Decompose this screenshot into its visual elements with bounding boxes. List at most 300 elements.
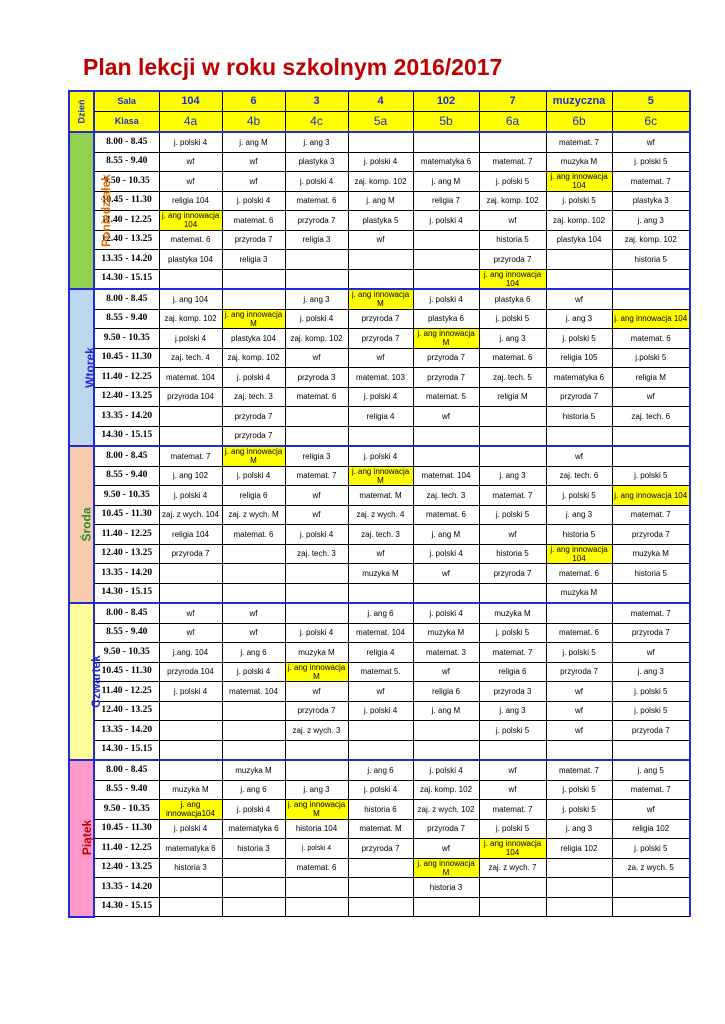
lesson-cell: j. polski 4 xyxy=(159,132,222,152)
lesson-cell: matemat. 7 xyxy=(546,760,612,780)
time-slot: 9.50 - 10.35 xyxy=(94,800,159,820)
lesson-cell: j. polski 5 xyxy=(479,623,546,643)
lesson-cell: plastyka 104 xyxy=(222,329,285,349)
lesson-cell: wf xyxy=(413,407,479,427)
lesson-row xyxy=(69,583,690,603)
lesson-cell xyxy=(159,740,222,760)
lesson-cell: przyroda 7 xyxy=(285,701,348,721)
lesson-row xyxy=(69,564,690,584)
lesson-cell: j. polski 4 xyxy=(413,211,479,231)
lesson-cell: matemat. 7 xyxy=(546,132,612,152)
lesson-cell: j. ang innowacja 104 xyxy=(159,211,222,231)
time-slot: 14.30 - 15.15 xyxy=(94,583,159,603)
day-header-label: Dzień xyxy=(76,99,87,124)
lesson-cell: j. ang M xyxy=(413,701,479,721)
lesson-cell: zaj. komp. 102 xyxy=(348,172,413,192)
lesson-cell: wf xyxy=(159,152,222,172)
lesson-cell: j. ang innowacja M xyxy=(348,466,413,486)
lesson-cell: przyroda 104 xyxy=(159,662,222,682)
lesson-cell: muzyka M xyxy=(159,780,222,800)
lesson-cell: j. polski 5 xyxy=(546,780,612,800)
lesson-row xyxy=(69,603,690,623)
lesson-cell: j. polski 4 xyxy=(222,368,285,388)
lesson-cell: matemat. 3 xyxy=(413,643,479,663)
lesson-cell: plastyka 6 xyxy=(479,289,546,309)
lesson-cell: wf xyxy=(159,603,222,623)
lesson-row xyxy=(69,230,690,250)
lesson-cell: historia 5 xyxy=(546,407,612,427)
lesson-cell: j. ang 102 xyxy=(159,466,222,486)
lesson-cell xyxy=(285,760,348,780)
lesson-cell: matemat. 6 xyxy=(285,387,348,407)
lesson-cell: wf xyxy=(222,623,285,643)
lesson-cell: j. polski 5 xyxy=(612,152,690,172)
lesson-cell: przyroda 3 xyxy=(285,368,348,388)
lesson-cell: matemat. 6 xyxy=(413,505,479,525)
time-slot: 10.45 - 11.30 xyxy=(94,819,159,839)
lesson-cell: j. ang 3 xyxy=(546,505,612,525)
lesson-cell: historia 5 xyxy=(546,525,612,545)
lesson-cell: wf xyxy=(222,603,285,623)
lesson-cell xyxy=(159,269,222,289)
lesson-cell: matemat. 104 xyxy=(348,623,413,643)
lesson-cell: matemat. 7 xyxy=(285,466,348,486)
lesson-cell: j. ang M xyxy=(348,191,413,211)
lesson-cell: j. ang 6 xyxy=(222,780,285,800)
lesson-cell: historia 6 xyxy=(348,800,413,820)
lesson-cell: j.ang. 104 xyxy=(159,643,222,663)
lesson-cell xyxy=(348,858,413,878)
lesson-cell: przyroda 7 xyxy=(479,250,546,270)
lesson-row xyxy=(69,858,690,878)
lesson-cell: wf xyxy=(348,348,413,368)
lesson-cell: plastyka 6 xyxy=(413,309,479,329)
time-slot: 8.00 - 8.45 xyxy=(94,603,159,623)
lesson-cell xyxy=(348,897,413,917)
time-slot: 8.00 - 8.45 xyxy=(94,760,159,780)
lesson-cell xyxy=(222,583,285,603)
lesson-cell: zaj. z wych. 102 xyxy=(413,800,479,820)
lesson-cell xyxy=(159,407,222,427)
lesson-cell: j. ang 6 xyxy=(348,603,413,623)
lesson-cell: zaj. tech. 3 xyxy=(348,525,413,545)
lesson-cell xyxy=(285,878,348,898)
lesson-cell: zaj. komp. 102 xyxy=(612,230,690,250)
lesson-cell: matemat. 6 xyxy=(285,191,348,211)
lesson-row xyxy=(69,780,690,800)
lesson-cell xyxy=(159,878,222,898)
lesson-cell: j. ang innowacja M xyxy=(222,309,285,329)
lesson-cell: przyroda 7 xyxy=(413,348,479,368)
time-slot: 8.00 - 8.45 xyxy=(94,446,159,466)
lesson-cell: j. ang innowacja 104 xyxy=(479,839,546,859)
lesson-cell: matemat. 7 xyxy=(479,152,546,172)
lesson-cell xyxy=(159,426,222,446)
lesson-cell: wf xyxy=(612,643,690,663)
lesson-cell: matemat. 6 xyxy=(159,230,222,250)
time-slot: 11.40 - 12.25 xyxy=(94,682,159,702)
lesson-cell xyxy=(348,269,413,289)
lesson-cell: religia 6 xyxy=(479,662,546,682)
lesson-cell: przyroda 7 xyxy=(348,329,413,349)
lesson-cell: j. ang innowacja M xyxy=(413,858,479,878)
lesson-cell: wf xyxy=(348,544,413,564)
lesson-cell: przyroda 7 xyxy=(285,211,348,231)
lesson-cell: wf xyxy=(285,505,348,525)
lesson-cell: j. polski 4 xyxy=(222,662,285,682)
lesson-row xyxy=(69,721,690,741)
timetable xyxy=(68,90,691,918)
lesson-cell: matemat. 6 xyxy=(285,858,348,878)
room-header: 4 xyxy=(348,91,413,112)
lesson-cell: wf xyxy=(612,800,690,820)
lesson-cell xyxy=(546,250,612,270)
lesson-cell: j. polski 4 xyxy=(285,839,348,859)
lesson-cell xyxy=(222,289,285,309)
lesson-cell xyxy=(413,269,479,289)
lesson-cell: przyroda 7 xyxy=(348,839,413,859)
lesson-cell xyxy=(479,132,546,152)
lesson-cell: j. ang innowacja 104 xyxy=(612,486,690,506)
lesson-cell: matemat. 103 xyxy=(348,368,413,388)
lesson-cell: muzyka M xyxy=(222,760,285,780)
lesson-cell: zaj. komp. 102 xyxy=(479,191,546,211)
lesson-cell xyxy=(546,878,612,898)
lesson-cell: j. polski 4 xyxy=(222,800,285,820)
lesson-cell: wf xyxy=(413,662,479,682)
lesson-cell: muzyka M xyxy=(348,564,413,584)
lesson-cell: historia 3 xyxy=(222,839,285,859)
lesson-row xyxy=(69,211,690,231)
lesson-cell xyxy=(479,878,546,898)
lesson-cell: wf xyxy=(285,348,348,368)
lesson-cell: j. ang innowacja M xyxy=(222,446,285,466)
lesson-cell xyxy=(159,721,222,741)
lesson-cell: przyroda 7 xyxy=(612,721,690,741)
day-name: Czwartek xyxy=(88,654,103,708)
lesson-cell xyxy=(413,132,479,152)
lesson-cell xyxy=(413,230,479,250)
lesson-cell xyxy=(612,583,690,603)
lesson-cell xyxy=(285,269,348,289)
lesson-cell xyxy=(479,407,546,427)
lesson-row xyxy=(69,132,690,152)
lesson-cell: wf xyxy=(546,701,612,721)
lesson-cell xyxy=(479,446,546,466)
lesson-cell: matemat. 104 xyxy=(222,682,285,702)
lesson-cell: j. polski 4 xyxy=(222,466,285,486)
lesson-cell: j. ang 3 xyxy=(546,309,612,329)
lesson-cell: j. polski 5 xyxy=(479,819,546,839)
lesson-cell xyxy=(612,740,690,760)
lesson-cell: historia 5 xyxy=(479,230,546,250)
lesson-cell: j. polski 4 xyxy=(285,309,348,329)
lesson-cell xyxy=(348,721,413,741)
class-header: 6b xyxy=(546,112,612,133)
lesson-cell: zaj. z wych. 7 xyxy=(479,858,546,878)
lesson-cell: j. polski 4 xyxy=(159,819,222,839)
time-slot: 12.40 - 13.25 xyxy=(94,544,159,564)
lesson-cell xyxy=(479,897,546,917)
lesson-cell: przyroda 7 xyxy=(222,230,285,250)
room-header: 7 xyxy=(479,91,546,112)
lesson-cell: matemat. 5 xyxy=(413,387,479,407)
lesson-cell: j. polski 4 xyxy=(285,623,348,643)
lesson-cell: j. ang 3 xyxy=(479,466,546,486)
lesson-cell: zaj. tech. 4 xyxy=(159,348,222,368)
lesson-cell: przyroda 7 xyxy=(222,426,285,446)
lesson-cell xyxy=(222,701,285,721)
lesson-cell xyxy=(348,878,413,898)
lesson-row xyxy=(69,407,690,427)
lesson-cell: matemat. 6 xyxy=(479,348,546,368)
lesson-cell: religia 102 xyxy=(612,819,690,839)
lesson-cell xyxy=(222,858,285,878)
lesson-cell xyxy=(285,603,348,623)
lesson-cell: religia M xyxy=(479,387,546,407)
lesson-row xyxy=(69,368,690,388)
lesson-cell: muzyka M xyxy=(612,544,690,564)
lesson-row xyxy=(69,309,690,329)
lesson-cell: j. ang innowacja 104 xyxy=(612,309,690,329)
lesson-cell xyxy=(546,269,612,289)
lesson-cell: zaj. z wych. M xyxy=(222,505,285,525)
room-header: 5 xyxy=(612,91,690,112)
lesson-cell: zaj. tech. 3 xyxy=(285,544,348,564)
lesson-cell: wf xyxy=(479,525,546,545)
day-name: Wtorek xyxy=(82,346,97,388)
lesson-cell xyxy=(413,740,479,760)
lesson-cell: j. ang 3 xyxy=(612,662,690,682)
time-slot: 8.55 - 9.40 xyxy=(94,466,159,486)
lesson-cell: j. ang 3 xyxy=(479,329,546,349)
lesson-cell: j. polski 5 xyxy=(479,505,546,525)
lesson-cell xyxy=(546,858,612,878)
lesson-cell: plastyka 104 xyxy=(546,230,612,250)
lesson-row xyxy=(69,152,690,172)
lesson-cell: zaj. komp. 102 xyxy=(159,309,222,329)
lesson-row xyxy=(69,897,690,917)
time-slot: 11.40 - 12.25 xyxy=(94,368,159,388)
time-slot: 9.50 - 10.35 xyxy=(94,172,159,192)
lesson-cell: matematyka 6 xyxy=(222,819,285,839)
lesson-cell: j. polski 4 xyxy=(413,760,479,780)
class-header: 6c xyxy=(612,112,690,133)
time-slot: 10.45 - 11.30 xyxy=(94,348,159,368)
lesson-cell: wf xyxy=(479,780,546,800)
lesson-row xyxy=(69,819,690,839)
time-slot: 13.35 - 14.20 xyxy=(94,721,159,741)
lesson-cell: muzyka M xyxy=(546,152,612,172)
lesson-row xyxy=(69,172,690,192)
lesson-row xyxy=(69,662,690,682)
lesson-cell: religia 4 xyxy=(348,643,413,663)
lesson-row xyxy=(69,878,690,898)
lesson-cell: religia 3 xyxy=(285,230,348,250)
lesson-cell xyxy=(285,564,348,584)
lesson-cell: religia 3 xyxy=(285,446,348,466)
lesson-cell: j. ang innowacja M xyxy=(413,329,479,349)
lesson-cell: wf xyxy=(413,564,479,584)
lesson-cell: historia 3 xyxy=(413,878,479,898)
lesson-cell: j. polski 4 xyxy=(348,446,413,466)
lesson-cell: matemat. 104 xyxy=(159,368,222,388)
lesson-cell: matemat. 7 xyxy=(159,446,222,466)
lesson-cell: j. polski 4 xyxy=(348,780,413,800)
room-header: 6 xyxy=(222,91,285,112)
lesson-cell: matemat 5. xyxy=(348,662,413,682)
lesson-cell: wf xyxy=(222,172,285,192)
lesson-cell: zaj. z wych. 104 xyxy=(159,505,222,525)
lesson-cell: muzyka M xyxy=(285,643,348,663)
time-slot: 13.35 - 14.20 xyxy=(94,564,159,584)
room-header: 3 xyxy=(285,91,348,112)
lesson-cell xyxy=(222,564,285,584)
time-slot: 8.55 - 9.40 xyxy=(94,623,159,643)
lesson-row xyxy=(69,525,690,545)
lesson-cell: j. ang 3 xyxy=(479,701,546,721)
lesson-cell: plastyka 3 xyxy=(612,191,690,211)
lesson-cell xyxy=(285,897,348,917)
lesson-cell: religia 104 xyxy=(159,525,222,545)
sala-label: Sala xyxy=(94,91,159,112)
lesson-row xyxy=(69,329,690,349)
lesson-cell xyxy=(222,740,285,760)
lesson-cell: j. ang 3 xyxy=(285,289,348,309)
time-slot: 12.40 - 13.25 xyxy=(94,701,159,721)
lesson-row xyxy=(69,740,690,760)
lesson-cell: przyroda 7 xyxy=(348,309,413,329)
lesson-cell: j. polski 5 xyxy=(612,466,690,486)
lesson-cell: j. ang innowacja 104 xyxy=(546,544,612,564)
lesson-cell: j. polski 4 xyxy=(348,152,413,172)
lesson-cell: zaj. tech. 6 xyxy=(612,407,690,427)
lesson-cell xyxy=(546,897,612,917)
day-cell xyxy=(69,289,97,446)
lesson-cell: j. polski 5 xyxy=(612,839,690,859)
lesson-row xyxy=(69,466,690,486)
lesson-cell: j. ang 6 xyxy=(348,760,413,780)
time-slot: 12.40 - 13.25 xyxy=(94,858,159,878)
time-slot: 10.45 - 11.30 xyxy=(94,191,159,211)
lesson-row xyxy=(69,486,690,506)
lesson-cell: matemat. M xyxy=(348,486,413,506)
lesson-cell: matemat. 6 xyxy=(612,329,690,349)
lesson-cell xyxy=(612,289,690,309)
lesson-cell: religia 105 xyxy=(546,348,612,368)
lesson-cell xyxy=(348,426,413,446)
lesson-cell: j. polski 4 xyxy=(413,289,479,309)
lesson-cell: j. ang M xyxy=(413,525,479,545)
lesson-cell: wf xyxy=(159,623,222,643)
day-cell xyxy=(69,132,113,289)
lesson-cell: j. ang M xyxy=(413,172,479,192)
lesson-cell: wf xyxy=(479,211,546,231)
lesson-cell: j. polski 5 xyxy=(546,191,612,211)
lesson-cell xyxy=(348,250,413,270)
lesson-cell: matemat. 7 xyxy=(612,603,690,623)
time-slot: 9.50 - 10.35 xyxy=(94,486,159,506)
lesson-cell: j. polski 5 xyxy=(546,329,612,349)
lesson-cell: przyroda 7 xyxy=(479,564,546,584)
lesson-cell: plastyka 104 xyxy=(159,250,222,270)
lesson-cell: za. z wych. 5 xyxy=(612,858,690,878)
lesson-cell: muzyka M xyxy=(479,603,546,623)
lesson-cell: j. ang innowacja 104 xyxy=(546,172,612,192)
lesson-cell: zaj. tech. 3 xyxy=(222,387,285,407)
lesson-cell xyxy=(285,407,348,427)
lesson-row xyxy=(69,348,690,368)
lesson-cell: religia 6 xyxy=(413,682,479,702)
class-header: 4c xyxy=(285,112,348,133)
lesson-cell xyxy=(222,544,285,564)
lesson-cell: matemat. 7 xyxy=(479,486,546,506)
lesson-cell: j.polski 4 xyxy=(159,329,222,349)
lesson-cell: j. ang innowacja M xyxy=(285,662,348,682)
lesson-cell xyxy=(348,583,413,603)
lesson-cell: j. ang innowacja 104 xyxy=(479,269,546,289)
lesson-cell: matematyka 6 xyxy=(413,152,479,172)
lesson-cell xyxy=(612,269,690,289)
class-header: 4b xyxy=(222,112,285,133)
lesson-cell: plastyka 5 xyxy=(348,211,413,231)
day-name: Piątek xyxy=(80,820,95,856)
lesson-cell: przyroda 7 xyxy=(546,387,612,407)
lesson-cell: wf xyxy=(479,760,546,780)
lesson-cell: zaj. komp. 102 xyxy=(285,329,348,349)
lesson-row xyxy=(69,643,690,663)
lesson-row xyxy=(69,289,690,309)
lesson-cell: j. polski 5 xyxy=(546,643,612,663)
lesson-cell: muzyka M xyxy=(413,623,479,643)
lesson-cell: przyroda 7 xyxy=(612,623,690,643)
lesson-cell: historia 5 xyxy=(479,544,546,564)
lesson-cell xyxy=(612,446,690,466)
lesson-cell: j. polski 4 xyxy=(159,682,222,702)
time-slot: 11.40 - 12.25 xyxy=(94,525,159,545)
lesson-cell xyxy=(612,897,690,917)
lesson-cell: zaj. tech. 5 xyxy=(479,368,546,388)
lesson-cell xyxy=(159,897,222,917)
lesson-cell: zaj. z wych. 3 xyxy=(285,721,348,741)
lesson-cell xyxy=(413,250,479,270)
lesson-row xyxy=(69,269,690,289)
lesson-cell: matemat. 7 xyxy=(479,800,546,820)
lesson-cell: j. polski 5 xyxy=(479,172,546,192)
lesson-cell: j. polski 5 xyxy=(612,701,690,721)
lesson-cell xyxy=(413,583,479,603)
page-title: Plan lekcji w roku szkolnym 2016/2017 xyxy=(83,54,503,80)
lesson-cell xyxy=(413,721,479,741)
lesson-cell: zaj. tech. 3 xyxy=(413,486,479,506)
lesson-cell: historia 104 xyxy=(285,819,348,839)
day-name: Środa xyxy=(79,506,94,542)
lesson-cell: wf xyxy=(546,682,612,702)
lesson-cell xyxy=(612,426,690,446)
lesson-cell: religia 3 xyxy=(222,250,285,270)
lesson-cell xyxy=(413,446,479,466)
lesson-cell: j. ang M xyxy=(222,132,285,152)
lesson-cell: historia 5 xyxy=(612,250,690,270)
lesson-cell xyxy=(159,701,222,721)
lesson-cell xyxy=(612,878,690,898)
lesson-cell: religia 7 xyxy=(413,191,479,211)
time-slot: 13.35 - 14.20 xyxy=(94,250,159,270)
lesson-cell: historia 5 xyxy=(612,564,690,584)
lesson-cell: matemat. 104 xyxy=(413,466,479,486)
lesson-cell: wf xyxy=(546,721,612,741)
lesson-cell xyxy=(413,426,479,446)
